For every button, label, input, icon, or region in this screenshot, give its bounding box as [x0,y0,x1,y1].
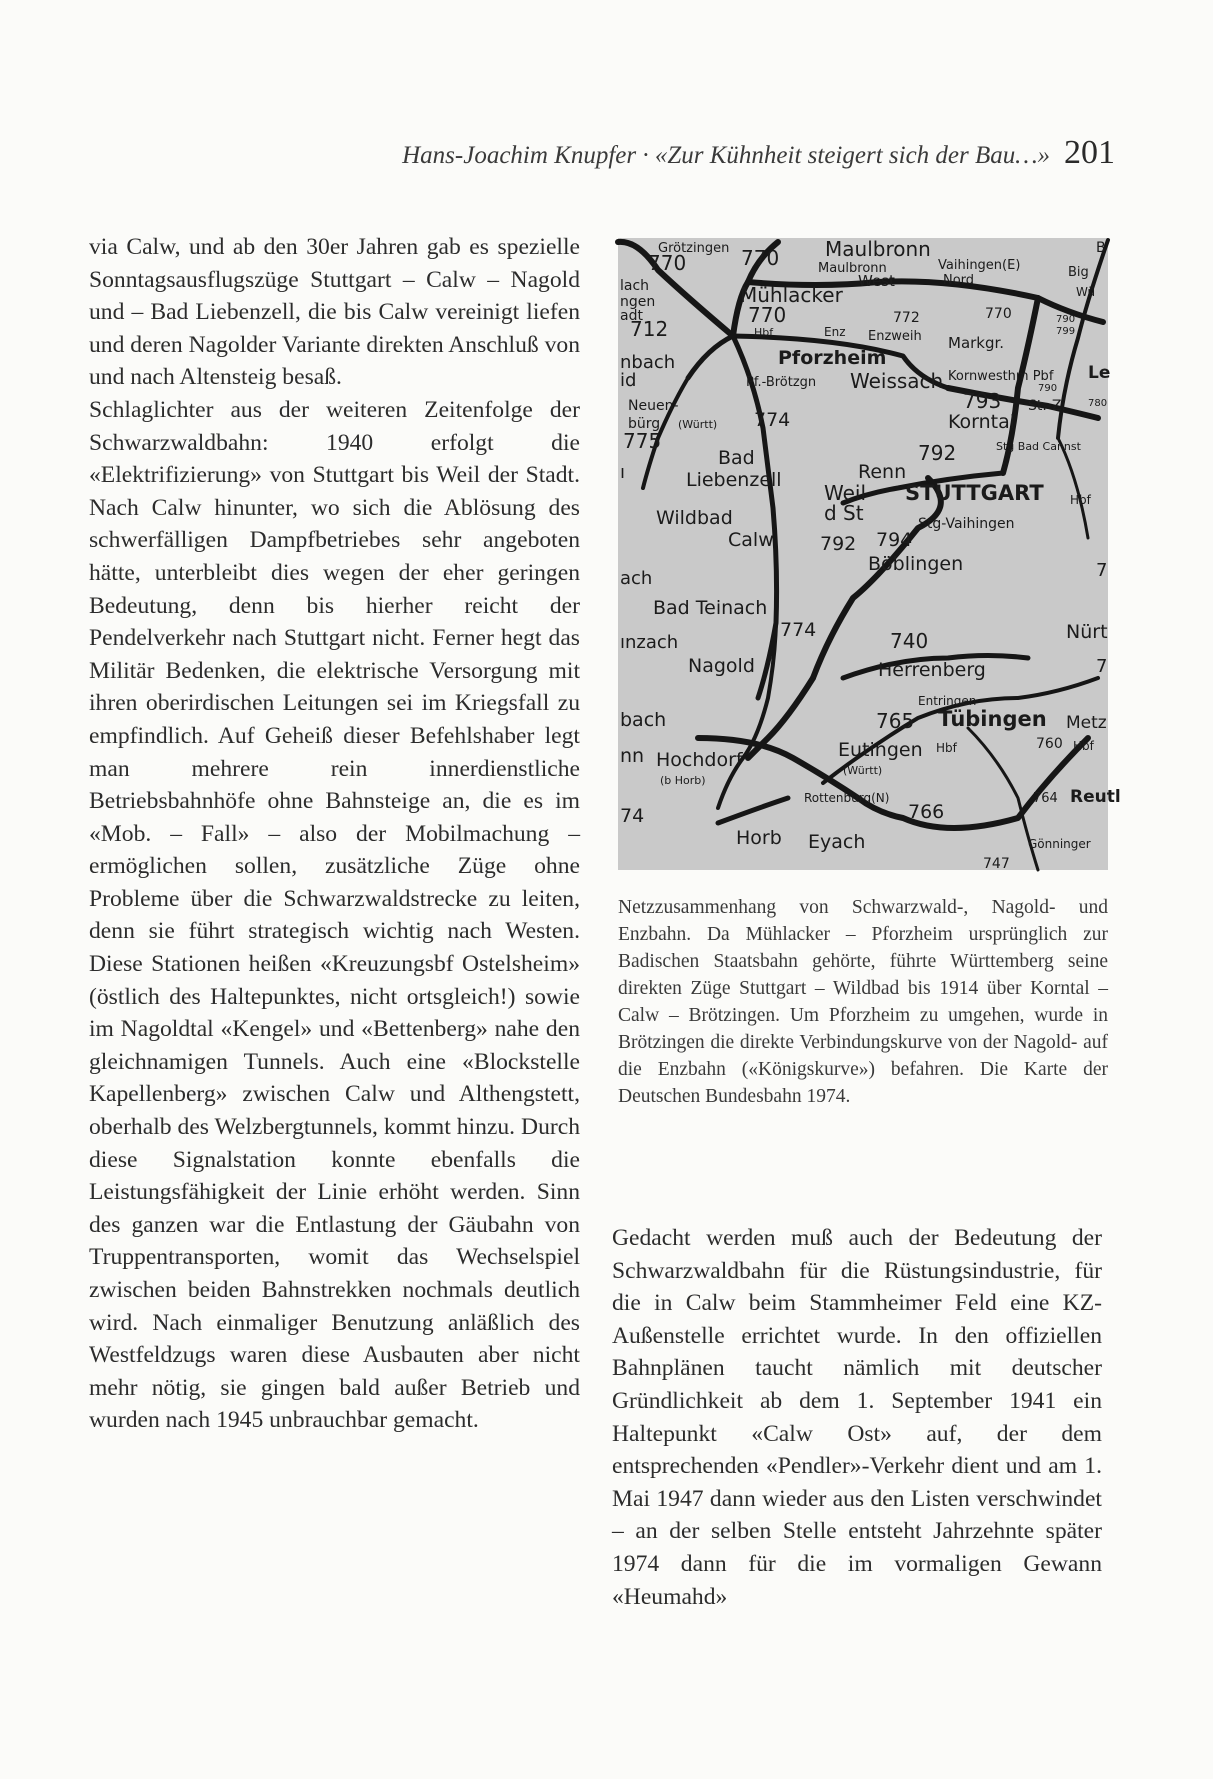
map-label-edge: id [620,370,637,391]
map-label-stg-bad-cannstatt: Stg Bad Cannst [996,440,1081,453]
map-label-entringen: Entringen [918,694,977,708]
map-label-edge: ı [620,462,626,483]
map-label-enz: Enz [824,325,846,339]
running-header [340,134,1115,172]
map-label-edge: ınzach [620,632,679,653]
map-label-780: 780 [1088,398,1108,409]
map-label-vaihingen-nord: Nord [943,273,975,288]
map-label-edge: 74 [620,805,645,827]
map-label-groetzingen: Grötzingen [658,241,730,256]
map-label-770: 770 [748,303,787,327]
map-label-770: 770 [985,306,1012,322]
map-label-eyach: Eyach [808,831,866,853]
map-label-edge: ach [620,568,653,589]
map-label-740: 740 [890,629,929,653]
map-label-794: 794 [876,529,913,551]
map-label-markgr: Markgr. [948,334,1005,352]
map-label-edge: Wü [1076,285,1096,299]
paragraph: via Calw, und ab den 30er Jahren gab es spezielle Sonntagsausflugszüge Stuttgart – Calw – Nagold und – Bad Liebenzell, die bis Calw vereinigt liefen und deren Nagolder Variante direkten Anschluß von und nach Altensteig besaß. [89,234,580,391]
map-label-pf-broetzingen: Pf.-Brötzgn [746,375,817,390]
map-label-calw: Calw [728,529,774,551]
map-label-770: 770 [648,251,687,275]
map-label-west: West [858,272,895,290]
map-label-edge: Big [1068,265,1089,280]
map-label-b-horb: (b Horb) [660,774,706,787]
map-label-herrenberg: Herrenberg [878,659,986,681]
map-label-edge: ngen [620,294,656,310]
map-label-edge: Le [1088,363,1111,383]
map-label-stg-vaihingen: Stg-Vaihingen [918,516,1015,532]
map-label-793: 793 [963,389,1002,413]
map-label-775: 775 [623,429,662,453]
map-label-edge: 7 [1096,656,1108,677]
map-label-nuertingen: Nürt [1066,621,1108,643]
map-label-tuebingen: Tübingen [938,707,1047,731]
map-label-766: 766 [908,801,945,823]
map-label-pforzheim: Pforzheim [778,347,887,369]
map-label-metzingen: Metz [1066,713,1107,733]
map-label-edge: nn [620,745,645,767]
map-label-774: 774 [754,409,791,431]
map-label-hochdorf: Hochdorf [656,749,743,771]
map-label-neuenbuerg: bürg [628,416,661,432]
right-text-column [612,1222,1102,1613]
map-label-772: 772 [893,310,920,326]
map-label-765: 765 [876,709,915,733]
map-label-hbf: Hbf [1073,739,1094,753]
map-label-hbf: Hbf [1070,493,1091,507]
map-label-weissach: Weissach [850,369,944,393]
map-label-edge: 7 [1096,560,1108,581]
railway-network-map [618,237,1121,872]
map-label-edge: adt [620,308,643,324]
paragraph: Gedacht werden muß auch der Bedeutung der Schwarzwaldbahn für die Rüstungsindustrie, für die in Calw beim Stammheimer Feld eine KZ-Außenstelle errichtet wurde. In den offiziellen Bahnplänen taucht nämlich mit deutscher Gründlichkeit ab dem 1. September 1941 ein Haltepunkt «Calw Ost» auf, der dem entsprechenden «Pendler»-Verkehr dient und am 1. Mai 1947 dann wieder aus den Listen verschwindet – an der selben Stelle entsteht Jahrzehnte später 1974 dann für die im vormaligen Gewann «Heumahd» [612,1225,1102,1610]
map-label-792: 792 [820,533,857,555]
map-label-liebenzell: Liebenzell [686,469,782,491]
map-label-wuertt: (Württ) [843,764,883,777]
left-text-column [89,231,580,1437]
map-label-goenningen: Gönninger [1028,837,1091,851]
map-label-stuttgart: STUTTGART [905,481,1044,505]
map-label-712: 712 [630,317,669,341]
map-label-799: 799 [1056,326,1076,337]
figure-caption: Netzzusammenhang von Schwarzwald-, Nagold- und Enzbahn. Da Mühlacker – Pforzheim ursprünglich zur Badischen Staatsbahn gehörte, führte Württemberg seine direkten Züge Stuttgart – Wildbad bis 1914 über Korntal – Calw – Brötzingen. Um Pforzheim zu umgehen, wurde in Brötzingen die direkte Verbindungskurve von der Nagold- auf die Enzbahn («Königskurve») befahren. Die Karte der Deutschen Bundesbahn 1974. [618,897,1108,1107]
map-label-edge: lach [620,278,650,294]
paragraph: Schlaglichter aus der weiteren Zeitenfolge der Schwarzwaldbahn: 1940 erfolgt die «Elektrifizierung» von Stuttgart bis Weil der Stadt. Nach Calw hinunter, wo sich die Ablösung des schwerfälligen Dampfbetriebes sehr angeboten hätte, unterbleibt dies wegen der eher geringen Bedeutung, denn bis hierher reicht der Pendelverkehr nach Stuttgart nicht. Ferner hegt das Militär Bedenken, die elektrische Versorgung mit ihren oberirdischen Leitungen sei im Kriegsfall zu empfindlich. Auf Geheiß dieser Befehlshaber legt man mehrere rein innerdienstliche Betriebsbahnhöfe ohne Bahnsteige an, die es im «Mob. – Fall» – also der Mobilmachung – ermöglichen sollen, zusätzliche Züge ohne Probleme über die Schwarzwaldstrecke zu leiten, denn sie führt strategisch wichtig nach Westen. Diese Stationen heißen «Kreuzungsbf Ostelsheim» (östlich des Haltepunktes, nicht ortsgleich!) sowie im Nagoldtal «Kengel» und «Bettenberg» nahe den gleichnamigen Tunnels. Auch eine «Blockstelle Kapellenberg» zwischen Calw und Althengstett, oberhalb des Welzbergtunnels, kommt hinzu. Durch diese Signalstation konnte ebenfalls die Leistungsfähigkeit der Linie erhöht werden. Sinn des ganzen war die Entlastung der Gäubahn von Truppentransporten, womit das Wechselspiel zwischen beiden Bahnstrekken nochmals deutlich wird. Nach einmaliger Benutzung anläßlich des Westfeldzugs waren diese Ausbauten aber nicht mehr nötig, sie gingen bald außer Betrieb und wurden nach 1945 unbrauchbar gemacht. [89,396,580,1434]
map-label-boeblingen: Böblingen [868,553,964,575]
map-label-eutingen: Eutingen [838,739,923,761]
map-label-korntal: Korntal [948,411,1016,433]
map-label-764: 764 [1033,791,1058,806]
map-label-neuenbuerg: Neuen- [628,398,679,414]
map-label-horb: Horb [736,827,782,849]
map-labels [620,237,1121,872]
map-label-760: 760 [1036,736,1063,752]
map-label-792: 792 [918,441,957,465]
map-label-747: 747 [983,856,1010,872]
map-label-renn: Renn [858,461,907,483]
page-number: 201 [1064,134,1115,171]
map-label-weil-der-stadt: d St [824,501,864,525]
map-label-vaihingen: Vaihingen(E) [938,258,1021,273]
map-label-enzweih: Enzweih [868,329,922,344]
map-label-st-z: St.-Z. [1028,398,1066,414]
map-label-hbf: Hbf [936,741,957,755]
map-label-edge: B [1096,240,1106,256]
map-label-weil: Weil [824,481,867,505]
map-label-maulbronn: Maulbronn [825,237,931,261]
map-label-edge: bach [620,709,667,731]
map-label-bad: Bad [718,447,755,469]
map-label-wuertt: (Württ) [678,418,718,431]
map-label-770: 770 [741,246,780,270]
running-title: Hans-Joachim Knupfer · «Zur Kühnheit steigert sich der Bau…» [402,142,1050,169]
map-label-reutlingen: Reutl [1070,787,1121,807]
map-label-hbf: Hbf [754,326,774,339]
map-label-nagold: Nagold [688,655,755,677]
map-label-maulbronn-west: Maulbronn [818,261,887,276]
map-label-rottenburg: Rottenburg(N) [804,791,890,805]
map-label-bad-teinach: Bad Teinach [653,597,768,619]
map-label-edge: nbach [620,352,676,373]
map-label-790: 790 [1038,383,1058,394]
map-graphic [618,237,1121,872]
map-label-774: 774 [780,619,817,641]
map-label-790: 790 [1056,314,1076,325]
map-label-kornwestheim: Kornwesthm Pbf [948,369,1054,384]
map-label-muehlacker: Mühlacker [740,283,843,307]
map-label-wildbad: Wildbad [656,507,733,529]
